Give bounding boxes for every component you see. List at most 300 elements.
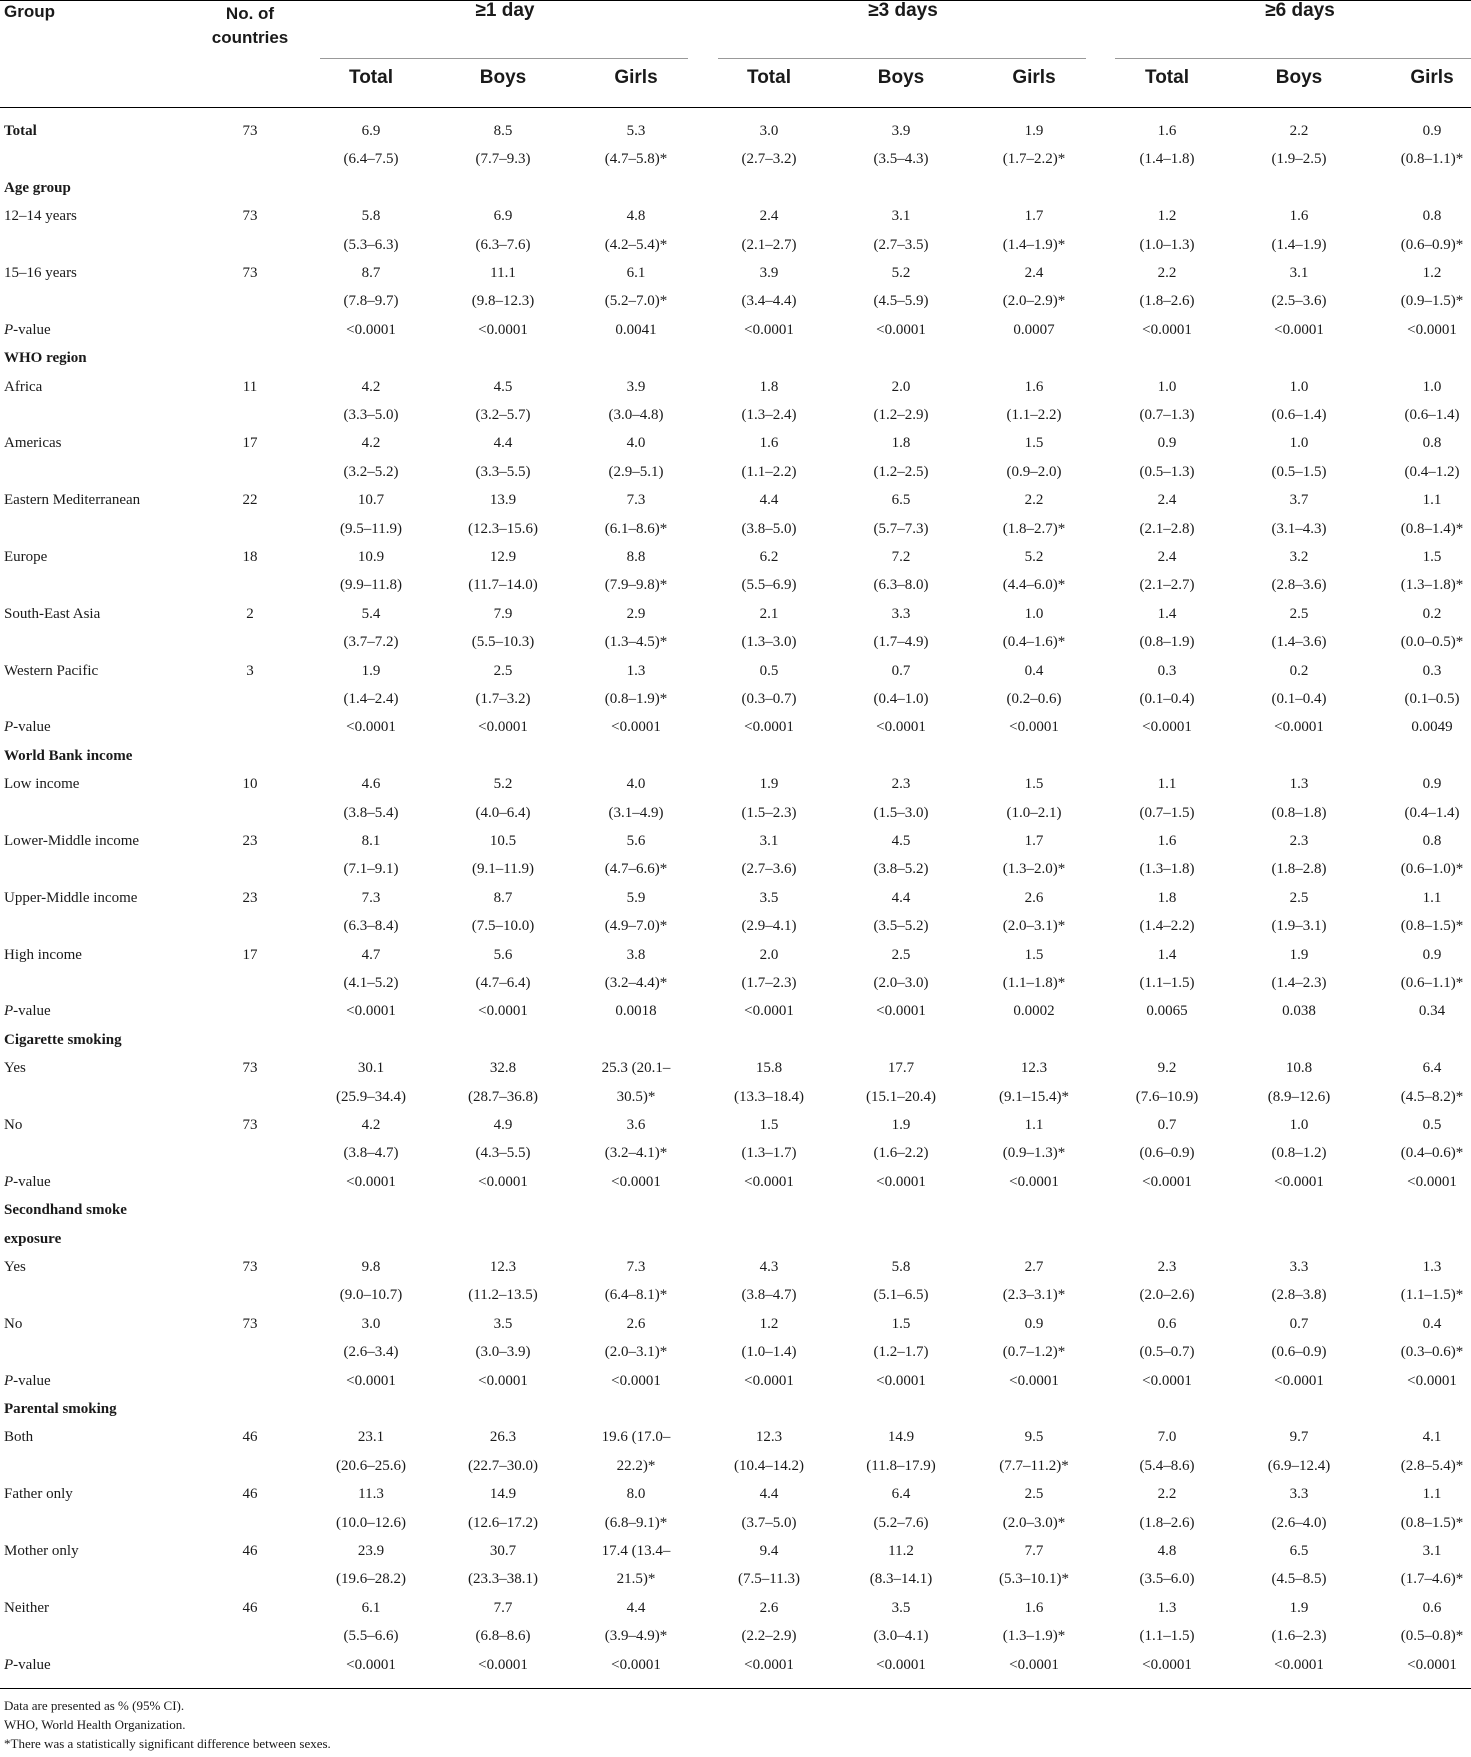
estimate-cell: 11.3 xyxy=(358,1486,384,1503)
ci-cell: (5.4–8.6) xyxy=(1139,1457,1195,1474)
estimate-cell: 0.9 xyxy=(1157,435,1177,452)
ci-cell: (1.8–2.8) xyxy=(1271,861,1327,878)
pvalue-cell: 0.0065 xyxy=(1146,1003,1188,1020)
estimate-cell: 2.5 xyxy=(1289,605,1309,622)
pvalue-label xyxy=(4,321,51,339)
ci-cell: (2.1–2.8) xyxy=(1139,520,1195,537)
ci-cell: (6.3–8.4) xyxy=(343,918,399,935)
ci-cell: (0.6–0.9)* xyxy=(1400,236,1464,253)
ci-cell: (3.0–3.9) xyxy=(475,1344,531,1361)
estimate-cell: 0.6 xyxy=(1422,1599,1442,1616)
estimate-cell: 1.5 xyxy=(1024,946,1044,963)
ci-cell: (1.6–2.3) xyxy=(1271,1628,1327,1645)
estimate-cell: 3.1 xyxy=(1289,265,1309,281)
pvalue-label-rest: -value xyxy=(13,1003,51,1020)
ci-cell: (3.0–4.8) xyxy=(608,407,664,423)
ci-cell: (3.7–7.2) xyxy=(343,634,399,651)
ci-cell: (0.9–2.0) xyxy=(1006,463,1062,480)
estimate-cell: 1.6 xyxy=(1024,1599,1044,1616)
span-underline-6days xyxy=(1115,58,1471,59)
ci-cell: (0.4–1.2) xyxy=(1404,463,1460,480)
countries-column-header: No. of countries xyxy=(211,4,289,47)
country-count: 3 xyxy=(246,662,254,679)
ci-cell: (1.4–1.9) xyxy=(1271,236,1327,253)
estimate-cell: 2.5 xyxy=(493,662,513,679)
estimate-cell: 4.4 xyxy=(759,492,779,509)
pvalue-cell: <0.0001 xyxy=(1407,1656,1457,1673)
estimate-cell: 8.8 xyxy=(626,549,646,565)
estimate-cell: 9.8 xyxy=(361,1259,381,1275)
estimate-cell: 1.5 xyxy=(1024,776,1044,793)
ci-cell: (11.2–13.5) xyxy=(468,1287,538,1304)
estimate-cell: 3.9 xyxy=(891,123,911,139)
ci-cell: (4.7–6.4) xyxy=(475,975,531,991)
pvalue-label xyxy=(4,1002,51,1020)
ci-cell: (7.1–9.1) xyxy=(343,861,399,878)
pvalue-cell: 0.0007 xyxy=(1013,321,1055,338)
pvalue-label xyxy=(4,1173,51,1191)
ci-cell: (3.8–4.7) xyxy=(343,1145,399,1162)
estimate-cell: 4.5 xyxy=(891,833,911,849)
country-count: 17 xyxy=(242,435,258,452)
estimate-cell: 23.9 xyxy=(357,1543,385,1559)
estimate-cell: 7.2 xyxy=(891,549,911,565)
estimate-cell: 9.4 xyxy=(759,1543,779,1559)
ci-cell: (2.0–2.9)* xyxy=(1002,293,1066,310)
estimate-cell: 4.8 xyxy=(1157,1543,1177,1559)
ci-cell: (4.1–5.2) xyxy=(343,975,399,991)
estimate-cell: 2.5 xyxy=(891,946,911,963)
pvalue-cell: <0.0001 xyxy=(876,321,926,338)
estimate-cell: 1.1 xyxy=(1157,776,1177,793)
ci-cell: (0.8–1.9) xyxy=(1139,634,1195,651)
pvalue-cell: <0.0001 xyxy=(1274,321,1324,338)
ci-cell: (1.0–1.3) xyxy=(1139,236,1195,253)
country-count: 46 xyxy=(242,1486,258,1503)
pvalue-cell: <0.0001 xyxy=(744,719,794,736)
ci-cell: (0.8–1.4)* xyxy=(1400,520,1464,537)
ci-cell: (1.8–2.7)* xyxy=(1002,520,1066,537)
estimate-cell: 2.3 xyxy=(1289,833,1309,849)
ci-cell: (0.6–1.4) xyxy=(1271,407,1327,423)
estimate-cell: 26.3 xyxy=(489,1429,517,1446)
estimate-cell: 3.0 xyxy=(759,123,779,139)
ci-cell: (3.1–4.9) xyxy=(608,804,664,821)
row-label: No xyxy=(4,1117,23,1133)
ci-cell: (22.7–30.0) xyxy=(468,1457,538,1474)
estimate-cell: 12.3 xyxy=(755,1429,783,1446)
estimate-cell: 12.9 xyxy=(489,549,517,565)
estimate-cell: 3.7 xyxy=(1289,492,1309,509)
ci-cell: (7.8–9.7) xyxy=(343,293,399,310)
estimate-cell: 3.2 xyxy=(1289,549,1309,565)
estimate-cell: 3.8 xyxy=(626,946,646,963)
estimate-cell: 1.8 xyxy=(1157,889,1177,906)
country-count: 73 xyxy=(242,1259,258,1275)
ci-cell: (7.5–10.0) xyxy=(471,918,535,935)
row-label: Americas xyxy=(4,435,62,452)
pvalue-cell: <0.0001 xyxy=(1274,1173,1324,1190)
ci-cell: (1.0–2.1) xyxy=(1006,804,1062,821)
ci-cell: (0.3–0.6)* xyxy=(1400,1344,1464,1361)
ci-cell: (1.3–2.0)* xyxy=(1002,861,1066,878)
pvalue-cell: <0.0001 xyxy=(611,1656,661,1673)
ci-cell: (23.3–38.1) xyxy=(468,1571,538,1588)
estimate-cell: 30.7 xyxy=(489,1543,517,1559)
ci-cell: (1.4–2.3) xyxy=(1271,975,1327,991)
estimate-cell: 1.3 xyxy=(1422,1259,1442,1275)
ci-cell: (3.2–5.2) xyxy=(343,463,399,480)
estimate-cell: 1.9 xyxy=(361,662,381,679)
ci-cell: (4.2–5.4)* xyxy=(604,236,668,253)
estimate-cell: 1.9 xyxy=(1289,1599,1309,1616)
ci-cell: (6.8–9.1)* xyxy=(604,1514,668,1531)
estimate-cell: 4.4 xyxy=(493,435,513,452)
ci-cell: (1.3–1.8) xyxy=(1139,861,1195,878)
ci-cell: (2.1–2.7) xyxy=(741,236,797,253)
section-heading: World Bank income xyxy=(4,747,133,764)
ci-cell: (6.4–8.1)* xyxy=(604,1287,668,1304)
ci-cell: (12.3–15.6) xyxy=(468,520,538,537)
ci-cell: (3.9–4.9)* xyxy=(604,1628,668,1645)
estimate-cell: 1.2 xyxy=(1422,265,1442,281)
ci-cell: (0.8–1.9)* xyxy=(604,691,668,707)
estimate-cell: 1.3 xyxy=(1157,1599,1177,1616)
ci-cell: (0.6–1.0)* xyxy=(1400,861,1464,878)
ci-cell: (2.7–3.6) xyxy=(741,861,797,878)
ci-cell: (0.7–1.3) xyxy=(1139,407,1195,423)
row-label: High income xyxy=(4,946,82,963)
estimate-cell: 2.3 xyxy=(1157,1259,1177,1275)
span-header-1day: ≥1 day xyxy=(475,0,535,21)
ci-cell: (8.9–12.6) xyxy=(1267,1088,1331,1105)
estimate-cell: 4.4 xyxy=(759,1486,779,1503)
ci-cell: (7.6–10.9) xyxy=(1135,1088,1199,1105)
span-header-6days: ≥6 days xyxy=(1265,0,1335,21)
country-count: 17 xyxy=(242,946,258,963)
row-label: 15–16 years xyxy=(4,265,77,281)
pvalue-cell: 0.0041 xyxy=(615,321,657,338)
estimate-cell: 7.9 xyxy=(493,605,513,622)
ci-cell: (5.7–7.3) xyxy=(873,520,929,537)
pvalue-cell: <0.0001 xyxy=(876,1656,926,1673)
ci-cell: (4.9–7.0)* xyxy=(604,918,668,935)
estimate-cell: 1.5 xyxy=(759,1117,779,1133)
pvalue-cell: <0.0001 xyxy=(744,321,794,338)
pvalue-cell: <0.0001 xyxy=(876,1173,926,1190)
pvalue-cell: <0.0001 xyxy=(1407,321,1457,338)
table-bottom-rule xyxy=(0,1688,1471,1689)
subheader-total-3: Total xyxy=(1145,67,1189,88)
estimate-cell: 5.6 xyxy=(493,946,513,963)
ci-cell: (0.8–1.1)* xyxy=(1400,151,1464,168)
ci-cell: (4.5–8.2)* xyxy=(1400,1088,1464,1105)
country-count: 73 xyxy=(242,1117,258,1133)
estimate-cell: 0.8 xyxy=(1422,435,1442,452)
ci-cell: (9.9–11.8) xyxy=(340,577,402,594)
ci-cell: (1.0–1.4) xyxy=(741,1344,797,1361)
estimate-cell: 4.9 xyxy=(493,1117,513,1133)
ci-cell: (2.0–3.1)* xyxy=(604,1344,668,1361)
estimate-cell: 1.6 xyxy=(759,435,779,452)
pvalue-cell: <0.0001 xyxy=(1407,1173,1457,1190)
estimate-cell: 2.6 xyxy=(626,1315,646,1332)
ci-cell: (0.4–1.0) xyxy=(873,691,929,707)
ci-cell: (1.7–4.6)* xyxy=(1400,1571,1464,1588)
ci-cell: (25.9–34.4) xyxy=(336,1088,406,1105)
estimate-cell: 1.5 xyxy=(1024,435,1044,452)
estimate-cell: 5.2 xyxy=(891,265,911,281)
ci-cell: (2.8–3.6) xyxy=(1271,577,1327,594)
estimate-cell: 1.0 xyxy=(1024,605,1044,622)
ci-cell: (1.3–1.7) xyxy=(741,1145,797,1162)
estimate-cell: 2.3 xyxy=(891,776,911,793)
estimate-cell: 2.9 xyxy=(626,605,646,622)
estimate-cell: 2.4 xyxy=(759,208,779,225)
estimate-cell: 6.9 xyxy=(361,123,381,139)
estimate-cell: 1.1 xyxy=(1422,889,1442,906)
row-label: Yes xyxy=(4,1060,26,1077)
estimate-cell: 3.6 xyxy=(626,1117,646,1133)
ci-cell: (0.1–0.4) xyxy=(1271,691,1327,707)
ci-cell: (2.7–3.2) xyxy=(741,151,797,168)
pvalue-cell: <0.0001 xyxy=(1142,1173,1192,1190)
ci-cell: (0.9–1.5)* xyxy=(1400,293,1464,310)
row-label: Upper-Middle income xyxy=(4,889,138,906)
ci-cell: (1.2–2.9) xyxy=(873,407,929,423)
subheader-girls-2: Girls xyxy=(1012,67,1056,88)
estimate-cell: 3.3 xyxy=(891,605,911,622)
row-label: Mother only xyxy=(4,1543,79,1559)
country-count: 46 xyxy=(242,1543,258,1559)
estimate-cell: 1.3 xyxy=(626,662,646,679)
estimate-cell: 4.4 xyxy=(891,889,911,906)
ci-cell: (3.4–4.4) xyxy=(741,293,797,310)
estimate-cell: 8.7 xyxy=(493,889,513,906)
ci-cell: (4.4–6.0)* xyxy=(1002,577,1066,594)
estimate-cell: 2.2 xyxy=(1024,492,1044,509)
estimate-cell: 3.5 xyxy=(493,1315,513,1332)
ci-cell: (1.1–2.2) xyxy=(1006,407,1062,423)
estimate-cell: 6.5 xyxy=(1289,1543,1309,1559)
subheader-girls-3: Girls xyxy=(1410,67,1454,88)
country-count: 73 xyxy=(242,265,258,281)
ci-cell: (9.5–11.9) xyxy=(340,520,402,537)
pvalue-label-p: P xyxy=(4,321,14,338)
ci-cell: (2.8–3.8) xyxy=(1271,1287,1327,1304)
ci-cell: (7.7–9.3) xyxy=(475,151,531,168)
pvalue-label-p: P xyxy=(4,1656,14,1673)
ci-cell: (2.8–5.4)* xyxy=(1400,1457,1464,1474)
ci-cell: (6.3–7.6) xyxy=(475,236,531,253)
pvalue-cell: <0.0001 xyxy=(876,719,926,736)
country-count: 73 xyxy=(242,1315,258,1332)
pvalue-label-p: P xyxy=(4,1003,14,1020)
ci-cell: (5.3–10.1)* xyxy=(999,1571,1069,1588)
estimate-cell: 6.2 xyxy=(759,549,779,565)
estimate-cell: 2.1 xyxy=(759,605,779,622)
estimate-cell: 3.3 xyxy=(1289,1259,1309,1275)
pvalue-label-p: P xyxy=(4,1372,14,1389)
ci-cell: (3.2–4.1)* xyxy=(604,1145,668,1162)
estimate-cell: 5.8 xyxy=(891,1259,911,1275)
country-count: 2 xyxy=(246,605,254,622)
row-label: Both xyxy=(4,1429,34,1446)
estimate-cell: 1.5 xyxy=(891,1315,911,1332)
ci-cell: (20.6–25.6) xyxy=(336,1457,406,1474)
estimate-cell: 0.8 xyxy=(1422,208,1442,225)
ci-cell: (0.0–0.5)* xyxy=(1400,634,1464,651)
pvalue-label xyxy=(4,718,51,736)
estimate-cell: 19.6 (17.0– xyxy=(601,1429,671,1446)
estimate-cell: 17.7 xyxy=(887,1060,915,1077)
pvalue-label-rest: -value xyxy=(13,1656,51,1673)
ci-cell: (0.9–1.3)* xyxy=(1002,1145,1066,1162)
ci-cell: (7.7–11.2)* xyxy=(999,1457,1069,1474)
estimate-cell: 1.1 xyxy=(1422,1486,1442,1503)
estimate-cell: 2.2 xyxy=(1157,265,1177,281)
estimate-cell: 3.9 xyxy=(626,378,646,395)
ci-cell: (1.3–4.5)* xyxy=(604,634,668,651)
pvalue-cell: <0.0001 xyxy=(744,1656,794,1673)
ci-cell: (0.5–1.3) xyxy=(1139,463,1195,480)
estimate-cell: 1.1 xyxy=(1422,492,1442,509)
estimate-cell: 2.4 xyxy=(1024,265,1044,281)
estimate-cell: 7.3 xyxy=(361,889,381,906)
estimate-cell: 4.8 xyxy=(626,208,646,225)
country-count: 73 xyxy=(242,208,258,225)
estimate-cell: 1.2 xyxy=(759,1315,779,1332)
estimate-cell: 5.2 xyxy=(493,776,513,793)
estimate-cell: 32.8 xyxy=(489,1060,517,1077)
estimate-cell: 5.2 xyxy=(1024,549,1044,565)
estimate-cell: 10.8 xyxy=(1285,1060,1313,1077)
estimate-cell: 2.2 xyxy=(1289,123,1309,139)
ci-cell: (3.8–4.7) xyxy=(741,1287,797,1304)
estimate-cell: 9.2 xyxy=(1157,1060,1177,1077)
ci-cell: (6.4–7.5) xyxy=(343,151,399,168)
ci-cell: (13.3–18.4) xyxy=(734,1088,804,1105)
ci-cell: (1.8–2.6) xyxy=(1139,1514,1195,1531)
estimate-cell: 0.3 xyxy=(1157,662,1177,679)
section-heading: Secondhand smoke xyxy=(4,1202,127,1219)
estimate-cell: 1.0 xyxy=(1422,378,1442,395)
ci-cell: (2.1–2.7) xyxy=(1139,577,1195,594)
ci-cell: (2.9–4.1) xyxy=(741,918,797,935)
ci-cell: (6.3–8.0) xyxy=(873,577,929,594)
estimate-cell: 15.8 xyxy=(755,1060,783,1077)
estimate-cell: 12.3 xyxy=(489,1259,517,1275)
estimate-cell: 1.5 xyxy=(1422,549,1442,565)
estimate-cell: 1.4 xyxy=(1157,946,1177,963)
estimate-cell: 0.3 xyxy=(1422,662,1442,679)
ci-cell: (2.9–5.1) xyxy=(608,463,664,480)
estimate-cell: 6.1 xyxy=(626,265,646,281)
ci-cell: (9.0–10.7) xyxy=(339,1287,403,1304)
estimate-cell: 1.0 xyxy=(1157,378,1177,395)
estimate-cell: 0.9 xyxy=(1422,946,1442,963)
pvalue-cell: <0.0001 xyxy=(1142,1656,1192,1673)
pvalue-cell: <0.0001 xyxy=(1009,719,1059,736)
country-count: 46 xyxy=(242,1599,258,1616)
country-count: 23 xyxy=(242,833,258,849)
ci-cell: (5.5–6.9) xyxy=(741,577,797,594)
pvalue-cell: <0.0001 xyxy=(346,719,396,736)
estimate-cell: 5.4 xyxy=(361,605,381,622)
ci-cell: (1.4–2.2) xyxy=(1139,918,1195,935)
pvalue-label-p: P xyxy=(4,719,14,736)
estimate-cell: 2.2 xyxy=(1157,1486,1177,1503)
estimate-cell: 2.0 xyxy=(891,378,911,395)
estimate-cell: 1.6 xyxy=(1157,123,1177,139)
ci-cell: (3.2–4.4)* xyxy=(604,975,668,991)
estimate-cell: 0.8 xyxy=(1422,833,1442,849)
pvalue-cell: <0.0001 xyxy=(1009,1656,1059,1673)
pvalue-cell: <0.0001 xyxy=(876,1003,926,1020)
estimate-cell: 7.0 xyxy=(1157,1429,1177,1446)
ci-cell: (2.6–4.0) xyxy=(1271,1514,1327,1531)
ci-cell: (0.5–0.7) xyxy=(1139,1344,1195,1361)
row-label: Western Pacific xyxy=(4,662,99,679)
estimate-cell: 2.5 xyxy=(1024,1486,1044,1503)
pvalue-cell: <0.0001 xyxy=(478,1003,528,1020)
ci-cell: (0.6–0.9) xyxy=(1271,1344,1327,1361)
ci-cell: (5.2–7.6) xyxy=(873,1514,929,1531)
row-label: Father only xyxy=(4,1486,73,1503)
estimate-cell: 3.5 xyxy=(891,1599,911,1616)
ci-cell: (1.4–3.6) xyxy=(1271,634,1327,651)
ci-cell: (0.8–1.8) xyxy=(1271,804,1327,821)
section-heading: Age group xyxy=(4,179,71,196)
ci-cell: (4.3–5.5) xyxy=(475,1145,531,1162)
estimate-cell: 0.2 xyxy=(1289,662,1309,679)
estimate-cell: 0.5 xyxy=(1422,1117,1442,1133)
pvalue-cell: <0.0001 xyxy=(346,321,396,338)
pvalue-cell: <0.0001 xyxy=(876,1372,926,1389)
estimate-cell: 3.1 xyxy=(759,833,779,849)
estimate-cell: 5.3 xyxy=(626,123,646,139)
estimate-cell: 0.6 xyxy=(1157,1315,1177,1332)
estimate-cell: 1.9 xyxy=(1289,946,1309,963)
estimate-cell: 1.6 xyxy=(1289,208,1309,225)
header-bottom-rule xyxy=(0,107,1471,108)
pvalue-cell: <0.0001 xyxy=(1407,1372,1457,1389)
ci-cell: (11.7–14.0) xyxy=(468,577,538,594)
ci-cell: (3.5–4.3) xyxy=(873,151,929,168)
ci-cell: (2.2–2.9) xyxy=(741,1628,797,1645)
country-count: 22 xyxy=(242,492,258,509)
pvalue-cell: <0.0001 xyxy=(1274,1372,1324,1389)
estimate-cell: 30.1 xyxy=(357,1060,385,1077)
ci-cell: (5.2–7.0)* xyxy=(604,293,668,310)
country-count: 46 xyxy=(242,1429,258,1446)
estimate-cell: 23.1 xyxy=(357,1429,385,1446)
estimate-cell: 8.5 xyxy=(493,123,513,139)
ci-cell: (3.5–6.0) xyxy=(1139,1571,1195,1588)
estimate-cell: 4.2 xyxy=(361,435,381,452)
ci-cell: (1.7–3.2) xyxy=(475,691,531,707)
estimate-cell: 7.7 xyxy=(493,1599,513,1616)
estimate-cell: 0.7 xyxy=(891,662,911,679)
country-count: 11 xyxy=(242,378,258,395)
estimate-cell: 1.9 xyxy=(891,1117,911,1133)
estimate-cell: 1.8 xyxy=(759,378,779,395)
estimate-cell: 1.0 xyxy=(1289,1117,1309,1133)
pvalue-cell: <0.0001 xyxy=(744,1372,794,1389)
estimate-cell: 0.5 xyxy=(759,662,779,679)
estimate-cell: 6.9 xyxy=(493,208,513,225)
ci-cell: (1.1–1.8)* xyxy=(1002,975,1066,991)
